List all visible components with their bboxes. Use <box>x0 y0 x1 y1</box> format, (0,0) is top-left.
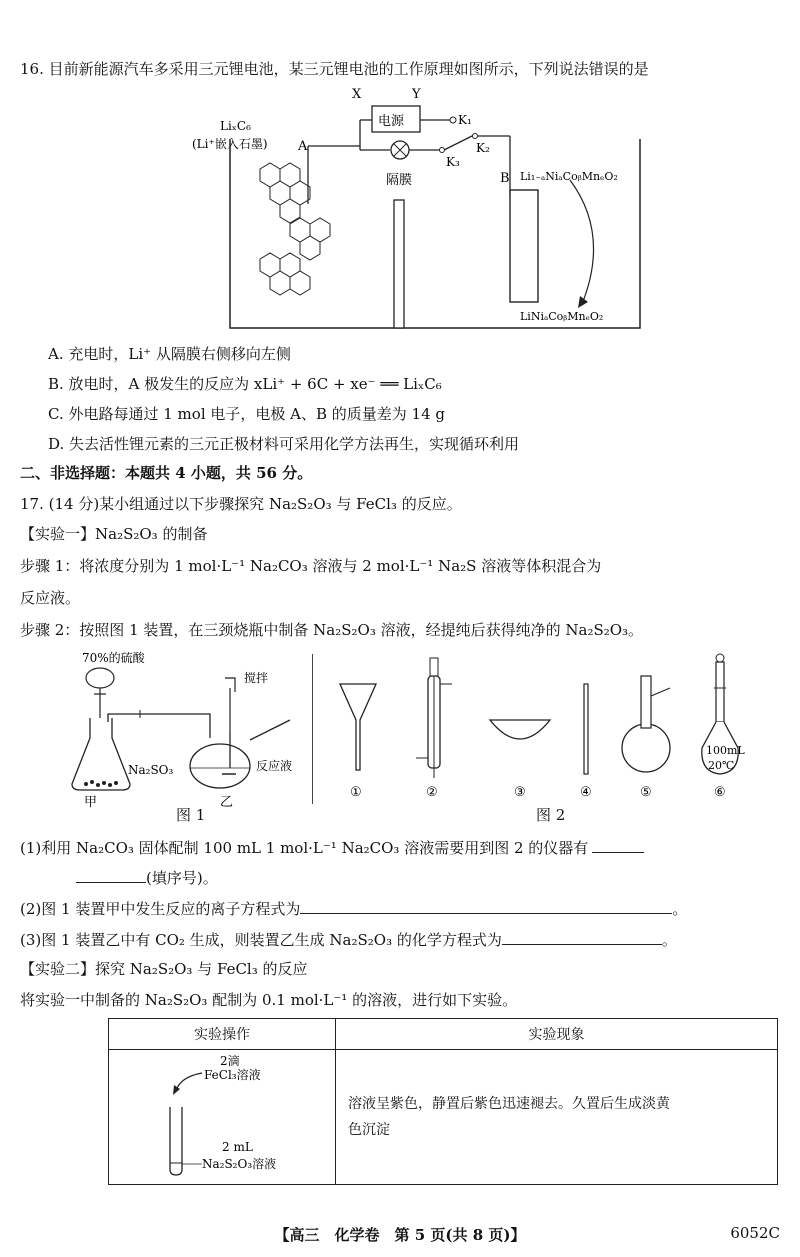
q17-3-line <box>20 928 677 951</box>
q17-2-answer-blank[interactable] <box>300 897 672 914</box>
terminal-x: X <box>352 87 362 102</box>
q16-option-c: C. 外电路每通过 1 mol 电子，电极 A、B 的质量差为 14 g <box>48 405 445 423</box>
anode-label-2: (Li⁺嵌入石墨) <box>192 137 268 151</box>
q17-1-answer-blank-a[interactable] <box>592 836 644 853</box>
q17-1-line2 <box>20 866 218 889</box>
drop-reagent: FeCl₃溶液 <box>204 1068 261 1082</box>
q17-3-text: (3)图 1 装置乙中有 CO₂ 生成，则装置乙生成 Na₂S₂O₃ 的化学方程式为 <box>20 931 502 949</box>
table-header-observation: 实验现象 <box>336 1019 778 1050</box>
test-tube-diagram <box>110 1051 334 1179</box>
q16-option-a: A. 充电时，Li⁺ 从隔膜右侧移向左侧 <box>48 345 291 363</box>
q17-1-fill-note: (填序号)。 <box>146 869 218 887</box>
instrument-1: ① <box>350 785 362 800</box>
step2: 步骤 2：按照图 1 装置，在三颈烧瓶中制备 Na₂S₂O₃ 溶液，经提纯后获得纯净的 Na₂S₂O₃。 <box>20 621 644 639</box>
cathode-bottom-label: LiNiₐCoᵦMnₑO₂ <box>520 310 604 323</box>
anode-label-1: LiₓC₆ <box>220 119 251 133</box>
instrument-2: ② <box>426 785 438 800</box>
electrode-a: A <box>298 139 308 154</box>
operation-cell <box>109 1050 336 1185</box>
figure-2-caption: 图 2 <box>536 806 566 824</box>
step1-line2: 反应液。 <box>20 589 81 607</box>
battery-diagram <box>190 84 650 334</box>
solution-volume: 2 mL <box>222 1140 253 1154</box>
instrument-4: ④ <box>580 785 592 800</box>
yi-label: 乙 <box>220 795 234 810</box>
figure-1-caption: 图 1 <box>176 806 206 824</box>
q17-stem: 17. (14 分)某小组通过以下步骤探究 Na₂S₂O₃ 与 FeCl₃ 的反应。 <box>20 495 462 513</box>
table-header-operation: 实验操作 <box>109 1019 336 1050</box>
q17-3-answer-blank[interactable] <box>502 928 662 945</box>
k3-label: K₃ <box>446 155 460 169</box>
q17-2-text: (2)图 1 装置甲中发生反应的离子方程式为 <box>20 900 301 918</box>
q17-1-line1 <box>20 836 644 859</box>
section-heading: 二、非选择题：本题共 4 小题，共 56 分。 <box>20 464 313 482</box>
liquid-label: 反应液 <box>256 759 293 773</box>
q16-option-b: B. 放电时，A 极发生的反应为 xLi⁺ + 6C + xe⁻ ══ LiₓC₆ <box>48 375 442 393</box>
figure-2-instruments <box>330 648 780 808</box>
k2-label: K₂ <box>476 141 490 155</box>
observation-line-2: 色沉淀 <box>348 1122 390 1138</box>
solution-reagent: Na₂S₂O₃溶液 <box>202 1157 277 1171</box>
jia-label: 甲 <box>84 795 98 810</box>
exp2-intro: 将实验一中制备的 Na₂S₂O₃ 配制为 0.1 mol·L⁻¹ 的溶液，进行如下实验。 <box>20 991 518 1009</box>
q17-3-period: 。 <box>661 931 677 949</box>
instrument-6: ⑥ <box>714 785 726 800</box>
exp1-title: 【实验一】Na₂S₂O₃ 的制备 <box>20 525 208 543</box>
salt-label: Na₂SO₃ <box>128 763 174 777</box>
q17-1-answer-blank-b[interactable] <box>76 866 146 883</box>
drop-count: 2滴 <box>220 1054 240 1068</box>
q16-stem: 16. 目前新能源汽车多采用三元锂电池，某三元锂电池的工作原理如图所示，下列说法错误的是 <box>20 60 649 78</box>
observation-line-1: 溶液呈紫色，静置后紫色迅速褪去。久置后生成淡黄 <box>348 1096 670 1112</box>
instrument-3: ③ <box>514 785 526 800</box>
q16-option-d: D. 失去活性锂元素的三元正极材料可采用化学方法再生，实现循环利用 <box>48 435 520 453</box>
acid-label: 70%的硫酸 <box>82 651 145 665</box>
flask-volume: 100mL <box>706 744 745 757</box>
instrument-5: ⑤ <box>640 785 652 800</box>
observation-cell <box>336 1050 778 1185</box>
q17-1-text: (1)利用 Na₂CO₃ 固体配制 100 mL 1 mol·L⁻¹ Na₂CO₃ 溶液需要用到图 2 的仪器有 <box>20 839 589 857</box>
experiment-table <box>108 1018 778 1185</box>
q17-2-period: 。 <box>672 900 688 918</box>
flask-temp: 20℃ <box>708 759 735 772</box>
page-footer: 【高三 化学卷 第 5 页(共 8 页)】 <box>274 1226 526 1244</box>
electrode-b: B <box>500 171 510 186</box>
q17-2-line <box>20 897 687 920</box>
membrane-label: 隔膜 <box>386 173 413 188</box>
paper-code: 6052C <box>730 1224 780 1242</box>
figure-divider <box>312 654 313 804</box>
terminal-y: Y <box>412 87 421 102</box>
figure-1-apparatus <box>60 648 310 818</box>
k1-label: K₁ <box>458 113 472 127</box>
step1-line1: 步骤 1：将浓度分别为 1 mol·L⁻¹ Na₂CO₃ 溶液与 2 mol·L⁻¹ Na₂S 溶液等体积混合为 <box>20 557 602 575</box>
exp2-title: 【实验二】探究 Na₂S₂O₃ 与 FeCl₃ 的反应 <box>20 960 308 978</box>
power-label: 电源 <box>378 114 405 129</box>
cathode-top-label: Li₁₋ₐNiₐCoᵦMnₑO₂ <box>520 170 618 183</box>
stir-label: 搅拌 <box>244 671 269 685</box>
